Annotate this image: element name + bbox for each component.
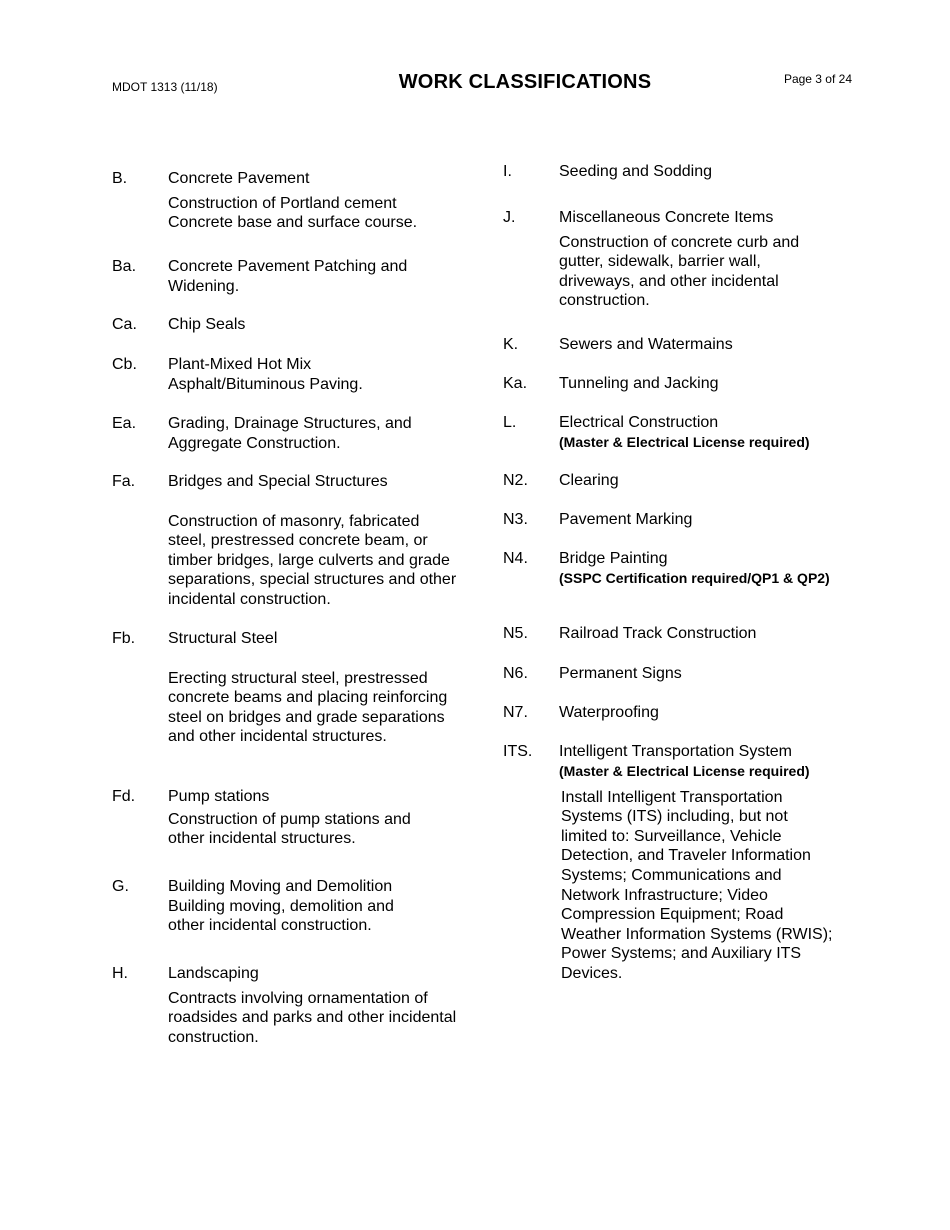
classification-title: Concrete Pavement [168,170,310,187]
page-number: Page 3 of 24 [783,72,852,86]
classification-code: N6. [503,665,528,682]
classification-code: I. [503,163,512,180]
classification-description: Construction of Portland cement Concrete base and surface course. [168,194,418,232]
classification-title: Railroad Track Construction [559,625,757,642]
classification-title: Bridge Painting [559,550,668,567]
classification-code: K. [503,336,519,353]
classification-description: Construction of concrete curb and gutter, sidewalk, barrier wall, driveways, and other incidental construction. [559,233,800,310]
classification-title: Plant-Mixed Hot Mix Asphalt/Bituminous Paving. [168,356,363,393]
classification-title: Waterproofing [559,704,659,721]
classification-code: Ea. [112,415,137,432]
classification-code: Fb. [112,630,136,647]
classification-description: Erecting structural steel, prestressed concrete beams and placing reinforcing steel on bridges and grade separations and other incidental structures. [168,669,448,746]
classification-description: Construction of pump stations and other incidental structures. [168,810,411,848]
classification-code: H. [112,965,128,982]
classification-title: Chip Seals [168,316,246,333]
classification-title: Clearing [559,472,619,489]
certification-note: (SSPC Certification required/QP1 & QP2) [559,569,830,586]
classification-description: Building moving, demolition and other incidental construction. [168,897,394,935]
classification-code: Fa. [112,473,136,490]
classification-code: Ka. [503,375,528,392]
classification-title: Tunneling and Jacking [559,375,719,392]
license-note: (Master & Electrical License required) [559,762,810,779]
classification-code: B. [112,170,128,187]
classification-title: Seeding and Sodding [559,163,713,180]
classification-title: Landscaping [168,965,259,982]
classification-title: Pavement Marking [559,511,693,528]
classification-description: Install Intelligent Transportation Systems (ITS) including, but not limited to: Surveillance, Vehicle Detection, and Traveler Information Systems; Communications and Network Infrastructure; Video Compression Equipment; Road Weather Information Systems (RWIS); Power Systems; and Auxiliary ITS Devices. [561,788,833,982]
classification-title: Structural Steel [168,630,278,647]
classification-code: Ba. [112,258,137,275]
classification-code: Cb. [112,356,137,373]
classification-title: Electrical Construction [559,414,719,431]
license-note: (Master & Electrical License required) [559,433,810,450]
classification-code: ITS. [503,743,533,760]
classification-code: L. [503,414,517,431]
classification-code: N3. [503,511,528,528]
classification-description: Contracts involving ornamentation of roadsides and parks and other incidental construction. [168,989,457,1046]
classification-code: J. [503,209,516,226]
classification-title: Grading, Drainage Structures, and Aggregate Construction. [168,415,412,452]
classification-code: G. [112,878,129,895]
classification-title: Concrete Pavement Patching and Widening. [168,258,408,295]
classification-code: N7. [503,704,528,721]
classification-description: Construction of masonry, fabricated steel, prestressed concrete beam, or timber bridges, large culverts and grade separations, special structures and other incidental construction. [168,512,457,608]
classification-title: Pump stations [168,788,270,805]
classification-title: Miscellaneous Concrete Items [559,209,774,226]
classification-title: Permanent Signs [559,665,682,682]
classification-title: Building Moving and Demolition [168,878,393,895]
classification-code: N2. [503,472,528,489]
classification-code: N4. [503,550,528,567]
classification-title: Sewers and Watermains [559,336,733,353]
classification-code: N5. [503,625,528,642]
classification-code: Fd. [112,788,136,805]
form-number: MDOT 1313 (11/18) [112,80,218,94]
classification-title: Intelligent Transportation System [559,743,793,760]
classification-code: Ca. [112,316,137,333]
page-title: WORK CLASSIFICATIONS [398,71,652,93]
classification-title: Bridges and Special Structures [168,473,388,490]
